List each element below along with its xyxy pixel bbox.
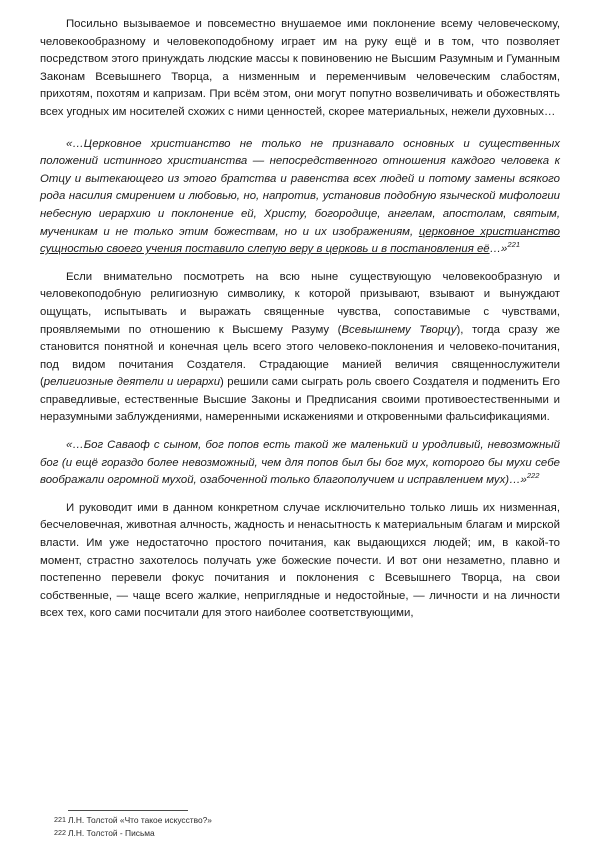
quote-1-text-underlined: церковное христианство сущностью своего учения поставило слепую веру в церковь и в постановления её	[40, 225, 560, 256]
quote-1	[40, 136, 560, 259]
footnotes-section	[40, 810, 560, 840]
quote-2-text: «…Бог Саваоф с сыном, бог попов есть такой же маленький и уродливый, невозможный бог (и ещё гораздо более невозможный, чем для попов был бы бог мух, которого бы мухи себе воображали огромной мухой, озабоченной только благополучием и исправлением мух)…»	[40, 439, 560, 487]
footnote-text: Л.Н. Толстой «Что такое искусство?»	[68, 815, 212, 825]
footnote-ref-221[interactable]: 221	[507, 240, 521, 250]
quote-1-text-before: «…Церковное христианство не только не признавало основных и существенных положений истинного христианства — непосредственного отношения каждого человека к Отцу и вытекающего из этого братства и равенства всех людей и потому замены всякого рода насилия смирением и любовью, но, напротив, установив подобную языческой мифологии небесную иерархию и поклонение ей, Христу, богородице, ангелам, апостолам, святым, мученикам и не только этим божествам, но и их изображениям,	[40, 137, 560, 238]
footnote-item	[40, 814, 560, 826]
paragraph-1: Посильно вызываемое и повсеместно внушаемое ими поклонение всему человеческому, человекообразному и человекоподобному играет им на руку ещё и в том, что позволяет посредством этого принуждать людские массы к повиновению не Высшим Разумным и Гуманным Законам Всевышнего Творца, а низменным и переменчивым человеческим слабостям, прихотям, похотям и капризам. При всём этом, они могут попутно возвеличивать и обожествлять всех угодных им носителей схожих с ними ценностей, скорее материальных, нежели духовных…	[40, 18, 560, 118]
quote-1-text-after: …»	[489, 243, 508, 256]
paragraph-2-emphasis-1: Всевышнему Творцу	[341, 323, 457, 336]
footnote-item	[40, 827, 560, 839]
paragraph-3: И руководит ими в данном конкретном случае исключительно только лишь их низменная, бесчеловечная, животная алчность, жадность и ненасытность к материальным благам и мирской власти. Им уже недостаточно простого почитания, как выдающихся людей; им, в какой-то момент, страстно захотелось получать уже божеские почести. И вот они незаметно, плавно и постепенно перевели фокус почитания и поклонения с Всевышнего Творца, на свои собственные, — чаще всего жалкие, неприглядные и недостойные, — личности и на личности всех тех, кого сами посчитали для этого наиболее соответствующими,	[40, 501, 560, 620]
paragraph-2	[40, 269, 560, 427]
paragraph-2-part-2: ), тогда сразу же становится понятной и конечная цель всего этого человеко-поклонения и человеко-почитания, под видом почитания Создателя. Страдающие манией величия священнослужители (	[40, 323, 561, 389]
quote-2	[40, 437, 560, 490]
footnote-text: Л.Н. Толстой - Письма	[68, 828, 155, 838]
footnote-separator	[68, 810, 188, 811]
paragraph-2-part-1: Если внимательно посмотреть на всю ныне существующую человекообразную и человекоподобную религиозную символику, к которой призывают, взывают и вынуждают ощущать, испытывать и выражать священные чувства, сопоставимые с чувствами, проявляемыми по отношению к Высшему Разуму (	[40, 270, 560, 336]
footnote-ref-222[interactable]: 222	[526, 471, 540, 481]
paragraph-2-part-3: ) решили сами сыграть роль своего Создателя и подменить Его справедливые, естественные Высшие Законы и Предписания своими противоестественными и неразумными заблуждениями, намеренными искажениями и откровенными фальсификациями.	[40, 376, 560, 424]
footnote-number: 221	[54, 815, 66, 824]
paragraph-2-emphasis-2: религиозные деятели и иерархи	[43, 376, 221, 389]
footnote-number: 222	[54, 828, 66, 837]
